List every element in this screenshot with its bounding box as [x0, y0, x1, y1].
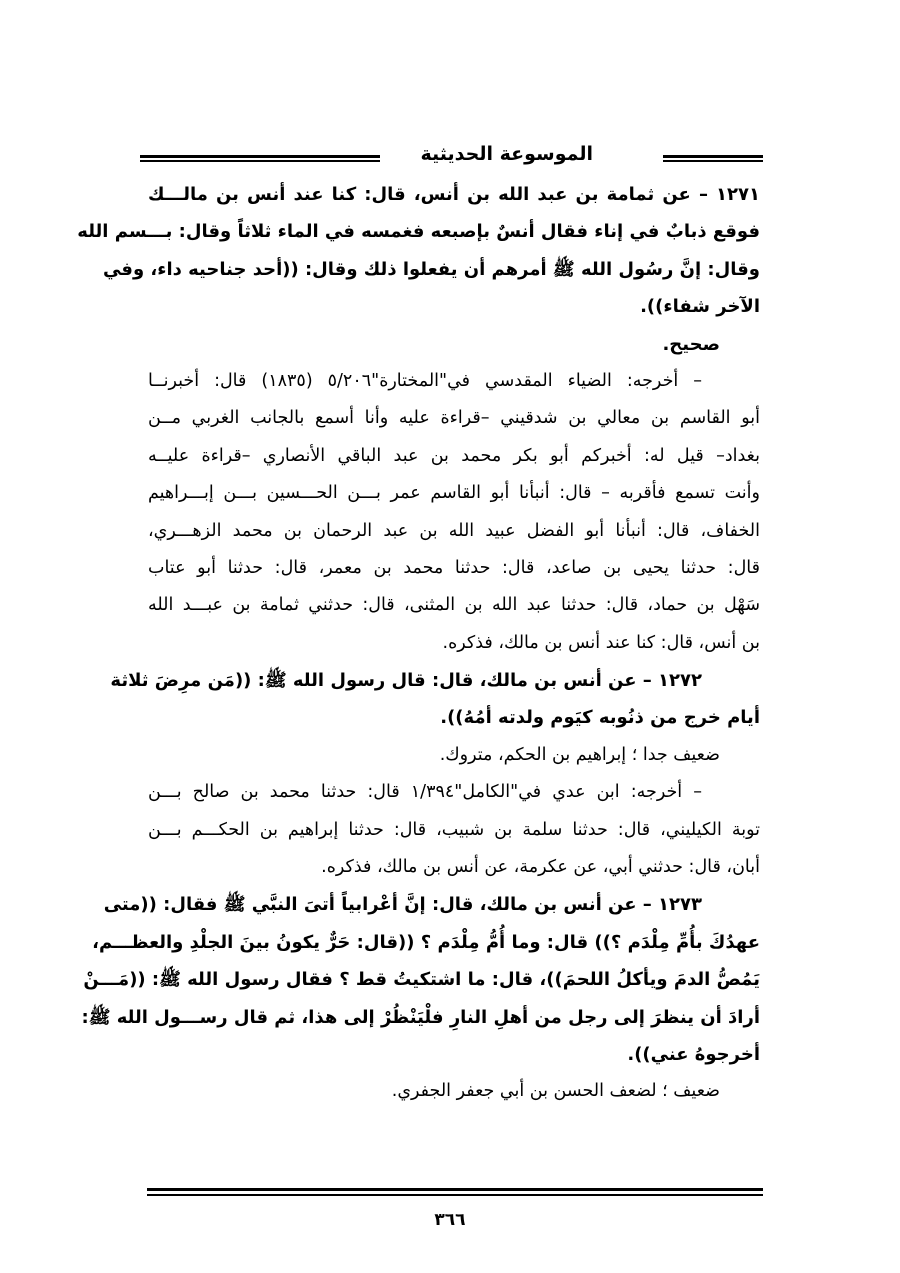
page-header: [140, 140, 763, 180]
hadith-1273-line: يَمُصُّ الدمَ ويأكلُ اللحمَ))، قال: ما اشتكيتُ قط ؟ فقال رسول الله ﷺ: ((مَـــنْ: [83, 969, 760, 991]
takhrij-line: – أخرجه: ابن عدي في"الكامل"١/٣٩٤ قال: حدثنا محمد بن صالح بـــن: [148, 782, 702, 803]
page-footer: [147, 1188, 763, 1196]
header-rule: [140, 160, 380, 162]
hadith-1273-line: عهدُكَ بأُمِّ مِلْدَم ؟)) قال: وما أُمُّ مِلْدَم ؟ ((قال: حَرٌّ يكونُ بينَ الجلْدِ والعظـــم،: [92, 931, 760, 953]
takhrij-line: بن أنس، قال: كنا عند أنس بن مالك، فذكره.: [442, 632, 760, 653]
hadith-1271-line: فوقع ذبابٌ في إناء فقال أنسٌ بإصبعه فغمسه في الماء ثلاثاً وقال: بـــسم الله: [77, 221, 760, 243]
header-rule: [140, 155, 380, 158]
grading-line: صحيح.: [662, 333, 720, 355]
hadith-1273-line: أرادَ أن ينظرَ إلى رجل من أهلِ النارِ فلْيَنْظُرْ إلى هذا، ثم قال رســـول الله ﷺ:: [81, 1006, 760, 1028]
takhrij-line: بغداد– قيل له: أخبركم أبو بكر محمد بن عبد الباقي الأنصاري –قراءة عليــه: [148, 445, 760, 466]
takhrij-line: سَهْل بن حماد، قال: حدثنا عبد الله بن المثنى، قال: حدثني ثمامة بن عبـــد الله: [148, 595, 760, 616]
hadith-1271-line: ١٢٧١ – عن ثمامة بن عبد الله بن أنس، قال: كنا عند أنس بن مالـــك: [148, 184, 760, 205]
takhrij-line: توبة الكيليني، قال: حدثنا سلمة بن شبيب، قال: حدثنا إبراهيم بن الحكـــم بـــن: [148, 819, 760, 840]
takhrij-line: أبان، قال: حدثني أبي، عن عكرمة، عن أنس بن مالك، فذكره.: [321, 857, 760, 878]
takhrij-line: – أخرجه: الضياء المقدسي في"المختارة"٥/٢٠٦ (١٨٣٥) قال: أخبرنــا: [148, 370, 702, 391]
header-rule: [663, 155, 763, 158]
grading-line: ضعيف ؛ لضعف الحسن بن أبي جعفر الجفري.: [391, 1081, 720, 1102]
takhrij-line: الخفاف، قال: أنبأنا أبو الفضل عبيد الله بن عبد الرحمان بن محمد الزهـــري،: [148, 520, 760, 541]
running-title: الموسوعة الحديثية: [420, 143, 593, 165]
hadith-1273-line: أخرجوهُ عني)).: [627, 1043, 760, 1065]
grading-line: ضعيف جدا ؛ إبراهيم بن الحكم، متروك.: [439, 744, 720, 765]
footer-rule: [147, 1188, 763, 1191]
hadith-1272-line: ١٢٧٢ – عن أنس بن مالك، قال: قال رسول الله ﷺ: ((مَن مرِضَ ثلاثة: [110, 670, 702, 692]
page-number: ٣٦٦: [434, 1210, 466, 1230]
footer-rule: [147, 1194, 763, 1196]
hadith-1271-line: وقال: إنَّ رسُول الله ﷺ أمرهم أن يفعلوا ذلك وقال: ((أحد جناحيه داء، وفي: [102, 258, 760, 280]
hadith-1271-line: الآخر شفاء)).: [640, 296, 760, 318]
takhrij-line: قال: حدثنا يحيى بن صاعد، قال: حدثنا محمد بن معمر، قال: حدثنا أبو عتاب: [148, 557, 760, 578]
hadith-1273-line: ١٢٧٣ – عن أنس بن مالك، قال: إنَّ أعْرابياً أتىَ النبَّي ﷺ فقال: ((متى: [103, 894, 702, 916]
main-text: [77, 176, 760, 1111]
takhrij-line: أبو القاسم بن معالي بن شدقيني –قراءة عليه وأنا أسمع بالجانب الغربي مــن: [148, 408, 760, 429]
hadith-1272-line: أيام خرج من ذنُوبه كيَوم ولدته أمُهُ)).: [440, 707, 760, 729]
takhrij-line: وأنت تسمع فأقربه – قال: أنبأنا أبو القاسم عمر بـــن الحـــسين بـــن إبـــراهيم: [148, 483, 760, 504]
header-rule: [663, 160, 763, 162]
